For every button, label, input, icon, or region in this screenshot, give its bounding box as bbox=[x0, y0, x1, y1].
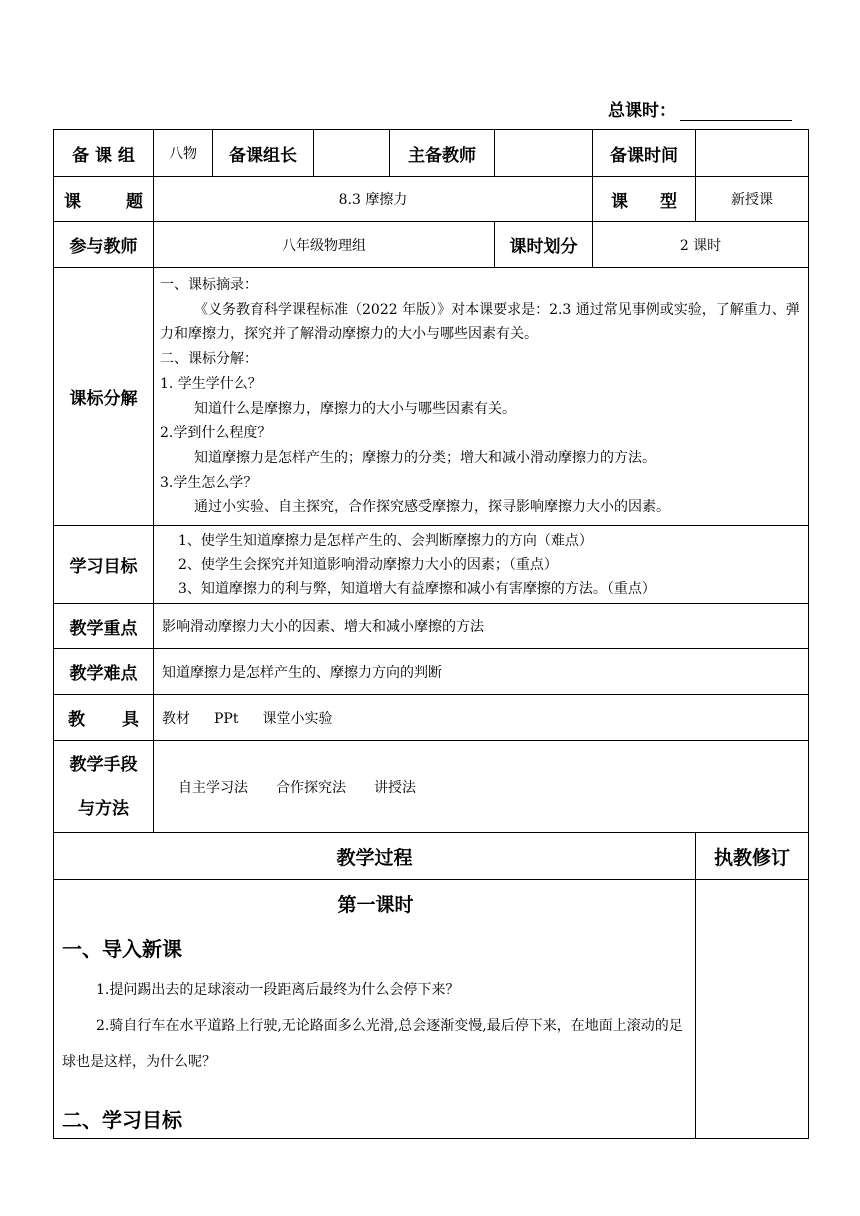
main-teacher-value bbox=[495, 130, 593, 177]
difficulty-value: 知道摩擦力是怎样产生的、摩擦力方向的判断 bbox=[154, 649, 809, 695]
total-hours bbox=[608, 96, 792, 121]
means-label: 教学手段 与方法 bbox=[54, 741, 154, 833]
goals-label: 学习目标 bbox=[54, 526, 154, 604]
row-focus bbox=[54, 604, 809, 649]
tools-label: 教 具 bbox=[54, 695, 154, 741]
row-topic bbox=[54, 177, 809, 222]
row-standard bbox=[54, 268, 809, 526]
total-hours-blank bbox=[680, 102, 792, 121]
row-process-header bbox=[54, 833, 809, 880]
prep-time-label: 备课时间 bbox=[593, 130, 696, 177]
lesson-title: 第一课时 bbox=[337, 894, 414, 916]
tool-item: PPt bbox=[214, 710, 239, 727]
prep-group-value: 八物 bbox=[154, 130, 213, 177]
goal-item: 1、使学生知道摩擦力是怎样产生的、会判断摩擦力的方向（难点） bbox=[178, 532, 593, 549]
tool-item: 教材 bbox=[162, 710, 190, 727]
goal-item: 2、使学生会探究并知道影响滑动摩擦力大小的因素；（重点） bbox=[178, 556, 558, 573]
section-intro: 一、导入新课 bbox=[62, 937, 182, 961]
group-leader-label: 备课组长 bbox=[213, 130, 314, 177]
teachers-value: 八年级物理组 bbox=[154, 222, 495, 268]
standard-content bbox=[154, 268, 809, 526]
standard-line: 二、课标分解： bbox=[160, 351, 258, 368]
row-process bbox=[54, 880, 809, 1139]
revision-header: 执教修订 bbox=[696, 833, 809, 880]
revision-content bbox=[696, 880, 809, 1139]
means-value bbox=[154, 741, 809, 833]
method-item: 合作探究法 bbox=[276, 779, 346, 796]
row-goals bbox=[54, 526, 809, 604]
process-header: 教学过程 bbox=[54, 833, 696, 880]
row-prep-group bbox=[54, 130, 809, 177]
focus-label: 教学重点 bbox=[54, 604, 154, 649]
difficulty-label: 教学难点 bbox=[54, 649, 154, 695]
group-leader-value bbox=[314, 130, 390, 177]
standard-line: 1. 学生学什么？ bbox=[160, 375, 262, 392]
prep-group-label: 备 课 组 bbox=[54, 130, 154, 177]
question-2: 2.骑自行车在水平道路上行驶,无论路面多么光滑,总会逐渐变慢,最后停下来，在地面上滚动的足球也是这样，为什么呢？ bbox=[62, 1018, 683, 1070]
standard-line: 3.学生怎么学？ bbox=[160, 474, 258, 491]
hours-value: 2 课时 bbox=[593, 222, 809, 268]
main-teacher-label: 主备教师 bbox=[390, 130, 495, 177]
method-item: 自主学习法 bbox=[178, 779, 248, 796]
row-difficulty bbox=[54, 649, 809, 695]
row-tools bbox=[54, 695, 809, 741]
standard-line: 知道摩擦力是怎样产生的；摩擦力的分类；增大和减小滑动摩擦力的方法。 bbox=[194, 449, 656, 466]
lesson-type-label: 课 型 bbox=[593, 177, 696, 222]
focus-value: 影响滑动摩擦力大小的因素、增大和减小摩擦的方法 bbox=[154, 604, 809, 649]
section-goals: 二、学习目标 bbox=[62, 1108, 182, 1132]
lesson-type-value: 新授课 bbox=[696, 177, 809, 222]
teachers-label: 参与教师 bbox=[54, 222, 154, 268]
topic-value: 8.3 摩擦力 bbox=[154, 177, 593, 222]
method-item: 讲授法 bbox=[374, 779, 416, 796]
standard-line: 2.学到什么程度？ bbox=[160, 425, 272, 442]
question-1: 1.提问踢出去的足球滚动一段距离后最终为什么会停下来？ bbox=[96, 982, 460, 998]
tools-value bbox=[154, 695, 809, 741]
prep-time-value bbox=[696, 130, 809, 177]
hours-label: 课时划分 bbox=[495, 222, 593, 268]
standard-line: 《义务教育科学课程标准（2022 年版）》对本课要求是：2.3 通过常见事例或实验，了解重力、弹力和摩擦力，探究并了解滑动摩擦力的大小与哪些因素有关。 bbox=[160, 301, 800, 343]
row-teachers bbox=[54, 222, 809, 268]
topic-label: 课 题 bbox=[54, 177, 154, 222]
process-content bbox=[54, 880, 696, 1139]
standard-line: 知道什么是摩擦力，摩擦力的大小与哪些因素有关。 bbox=[194, 400, 516, 417]
goal-item: 3、知道摩擦力的利与弊，知道增大有益摩擦和减小有害摩擦的方法。（重点） bbox=[178, 580, 656, 597]
row-means bbox=[54, 741, 809, 833]
standard-line: 通过小实验、自主探究，合作探究感受摩擦力，探寻影响摩擦力大小的因素。 bbox=[194, 499, 670, 516]
standard-line: 一、课标摘录： bbox=[160, 276, 258, 293]
total-hours-label: 总课时： bbox=[608, 101, 676, 121]
tool-item: 课堂小实验 bbox=[262, 710, 333, 727]
lesson-plan-table bbox=[53, 129, 809, 1139]
goals-content bbox=[154, 526, 809, 604]
standard-label: 课标分解 bbox=[54, 268, 154, 526]
